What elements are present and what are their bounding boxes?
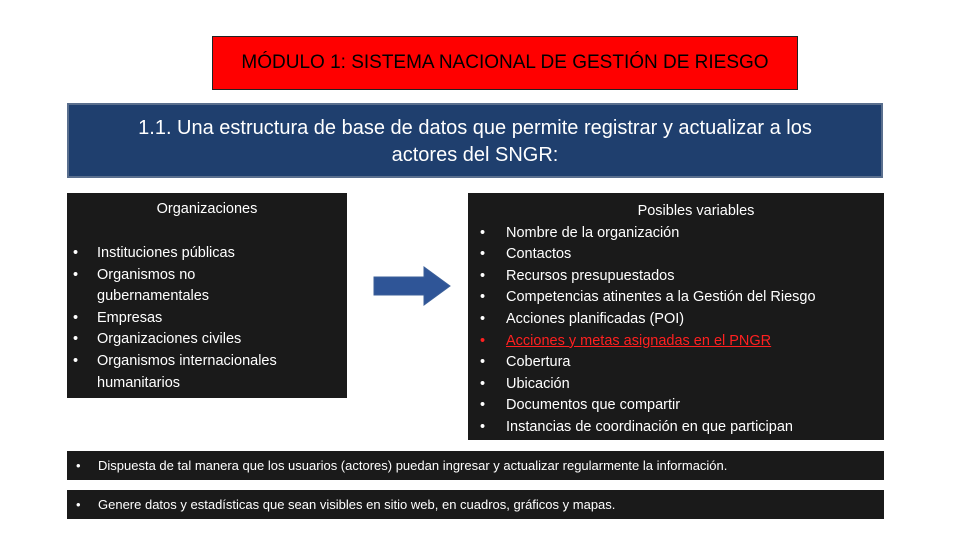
list-item-text: Empresas <box>97 309 163 326</box>
list-item-text: Organismos no <box>97 266 196 283</box>
list-item-text: gubernamentales <box>97 288 210 305</box>
organizaciones-panel <box>67 193 347 398</box>
list-item-continuation <box>67 286 347 308</box>
list-item-text: Nombre de la organización <box>506 224 680 241</box>
list-item <box>67 308 347 330</box>
list-item <box>67 329 347 351</box>
subtitle-line-1: 1.1. Una estructura de base de datos que permite registrar y actualizar a los <box>138 117 812 139</box>
list-item <box>67 243 347 265</box>
bullet: • <box>73 245 79 261</box>
organizaciones-heading: Organizaciones <box>156 201 258 217</box>
list-item-text: Cobertura <box>506 354 571 371</box>
bullet: • <box>480 224 486 241</box>
bullet: • <box>480 397 486 414</box>
bullet: • <box>480 310 486 327</box>
bullet: • <box>73 331 79 348</box>
bullet: • <box>480 332 486 349</box>
variables-heading: Posibles variables <box>637 203 755 219</box>
bullet: • <box>76 497 81 512</box>
list-item-text: Contactos <box>506 246 572 263</box>
list-item-text: Organismos internacionales <box>97 352 277 369</box>
list-item-text: Documentos que compartir <box>506 397 681 414</box>
note-datos-estadisticas <box>67 490 884 519</box>
list-item-text: Organizaciones civiles <box>97 331 242 348</box>
right-arrow-icon <box>372 265 452 307</box>
note-text: Genere datos y estadísticas que sean visibles en sitio web, en cuadros, gráficos y mapas. <box>98 497 616 512</box>
list-item-text: Recursos presupuestados <box>506 267 675 284</box>
list-item <box>67 351 347 373</box>
list-item <box>468 244 884 266</box>
subtitle-banner <box>67 103 883 178</box>
bullet: • <box>76 458 81 473</box>
bullet: • <box>73 309 79 326</box>
bullet: • <box>480 375 486 392</box>
list-item <box>468 309 884 331</box>
module-title <box>212 36 798 90</box>
bullet: • <box>480 267 486 284</box>
bullet: • <box>480 354 486 371</box>
subtitle-line-2: actores del SNGR: <box>391 144 559 166</box>
bullet: • <box>480 246 486 263</box>
bullet: • <box>73 352 79 369</box>
list-item-continuation <box>67 373 347 395</box>
list-item-text: Acciones planificadas (POI) <box>506 310 685 327</box>
list-item <box>468 352 884 374</box>
organizaciones-list <box>67 243 347 394</box>
list-item <box>468 266 884 288</box>
list-item <box>468 223 884 245</box>
bullet: • <box>73 266 79 283</box>
list-item-text: Acciones y metas asignadas en el PNGR <box>506 332 772 349</box>
bullet: • <box>480 289 486 306</box>
list-item <box>468 417 884 439</box>
list-item-highlighted <box>468 331 884 353</box>
list-item <box>468 374 884 396</box>
note-ingresar-actualizar <box>67 451 884 480</box>
list-item-text: Ubicación <box>506 375 570 392</box>
list-item <box>468 395 884 417</box>
list-item-text: Competencias atinentes a la Gestión del Riesgo <box>506 289 816 306</box>
list-item-text: Instancias de coordinación en que participan <box>506 418 793 435</box>
list-item-text: humanitarios <box>97 374 181 391</box>
note-text: Dispuesta de tal manera que los usuarios (actores) puedan ingresar y actualizar regularmente la información. <box>98 458 728 473</box>
list-item-text: Instituciones públicas <box>97 245 235 261</box>
list-item <box>468 287 884 309</box>
list-item <box>67 265 347 287</box>
bullet: • <box>480 418 486 435</box>
module-title-text: MÓDULO 1: SISTEMA NACIONAL DE GESTIÓN DE RIESGO <box>241 52 769 73</box>
variables-panel <box>468 193 884 440</box>
variables-list <box>468 223 884 439</box>
